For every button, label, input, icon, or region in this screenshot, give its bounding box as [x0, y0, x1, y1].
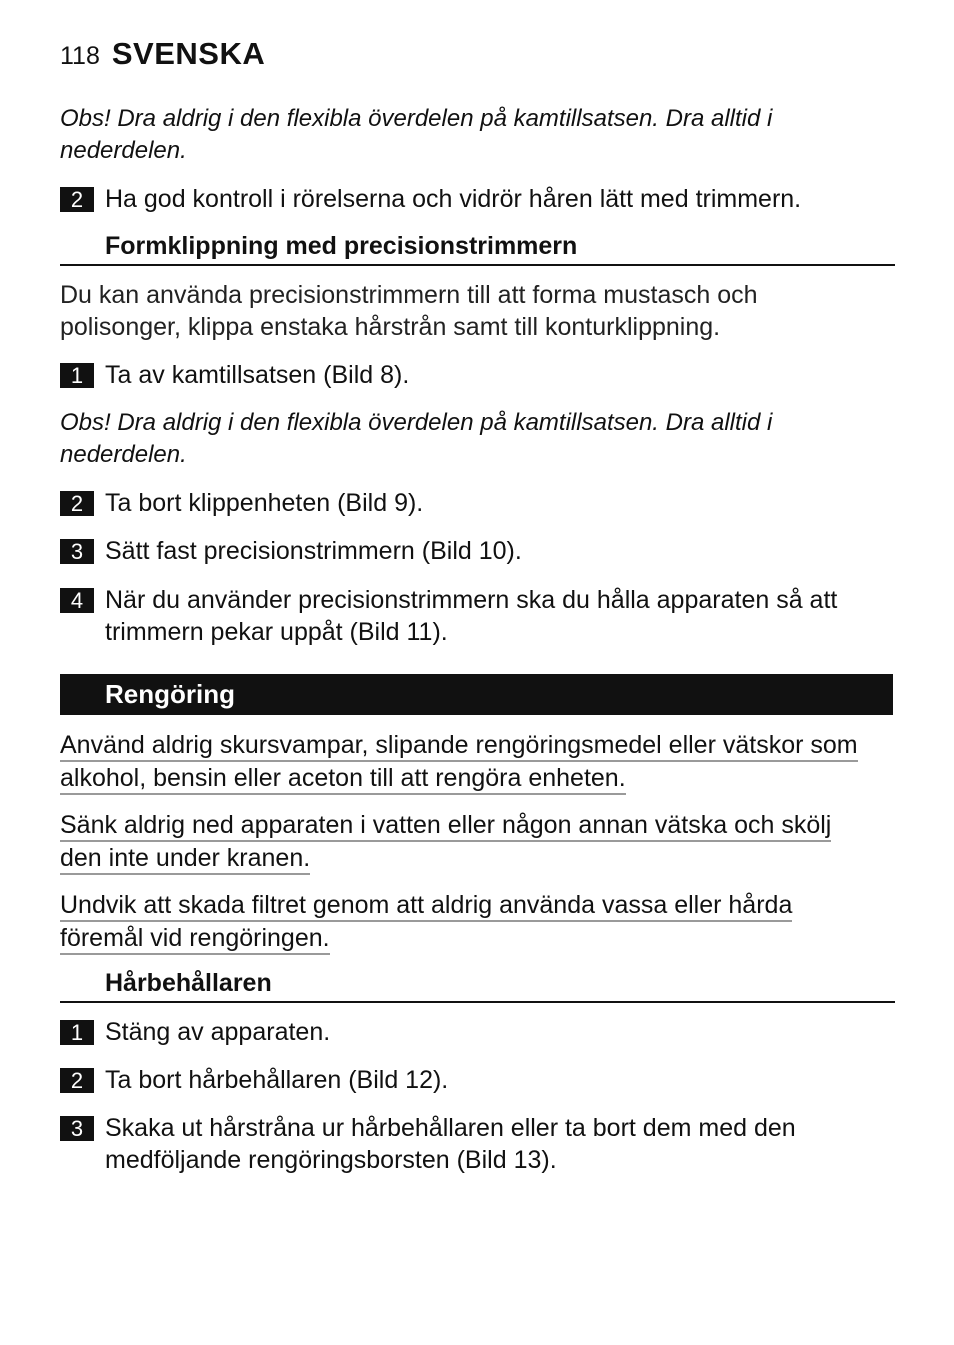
warning-line: Sänk aldrig ned apparaten i vatten eller någon annan vätska och skölj	[60, 810, 831, 842]
warning-paragraph	[60, 889, 900, 955]
step-number-badge: 2	[60, 187, 94, 212]
warning-line: alkohol, bensin eller aceton till att rengöra enheten.	[60, 763, 626, 795]
step-text	[105, 1112, 900, 1176]
note-line: nederdelen.	[60, 137, 187, 164]
warning-paragraph	[60, 809, 900, 875]
step-item	[60, 183, 900, 215]
step-item	[60, 1016, 900, 1048]
step-number-badge: 4	[60, 588, 94, 613]
step-text: Ta bort hårbehållaren (Bild 12).	[105, 1066, 449, 1094]
warning-line: den inte under kranen.	[60, 843, 310, 875]
step-item	[60, 584, 900, 648]
page-language-title: SVENSKA	[111, 36, 266, 71]
warning-line: föremål vid rengöringen.	[60, 923, 330, 955]
intro-line: polisonger, klippa enstaka hårstrån samt till konturklippning.	[60, 313, 721, 341]
step-text: Stäng av apparaten.	[105, 1018, 331, 1046]
step-text	[105, 584, 900, 648]
intro-paragraph	[60, 279, 860, 343]
note-top	[60, 103, 860, 167]
step-item	[60, 1064, 900, 1096]
step-text-line: När du använder precisionstrimmern ska du hålla apparaten så att	[105, 586, 838, 614]
page-header	[60, 36, 265, 72]
step-number-badge: 3	[60, 1116, 94, 1141]
step-item	[60, 487, 900, 519]
warning-line: Undvik att skada filtret genom att aldrig använda vassa eller hårda	[60, 890, 792, 922]
note-line: Obs! Dra aldrig i den flexibla överdelen på kamtillsatsen. Dra alltid i	[60, 105, 773, 132]
section-title-cleaning: Rengöring	[60, 674, 893, 715]
step-text: Sätt fast precisionstrimmern (Bild 10).	[105, 537, 522, 565]
step-number-badge: 1	[60, 1020, 94, 1045]
note-line: Obs! Dra aldrig i den flexibla överdelen på kamtillsatsen. Dra alltid i	[60, 409, 773, 436]
step-text-line: medföljande rengöringsborsten (Bild 13).	[105, 1146, 557, 1174]
step-number-badge: 1	[60, 363, 94, 388]
intro-line: Du kan använda precisionstrimmern till att forma mustasch och	[60, 281, 758, 309]
page-number: 118	[60, 42, 100, 70]
step-text: Ha god kontroll i rörelserna och vidrör håren lätt med trimmern.	[105, 185, 802, 213]
step-text: Ta bort klippenheten (Bild 9).	[105, 489, 424, 517]
subheading-precision: Formklippning med precisionstrimmern	[60, 229, 895, 266]
step-number-badge: 2	[60, 491, 94, 516]
step-item	[60, 535, 900, 567]
step-number-badge: 3	[60, 539, 94, 564]
warning-line: Använd aldrig skursvampar, slipande rengöringsmedel eller vätskor som	[60, 730, 858, 762]
note-line: nederdelen.	[60, 441, 187, 468]
step-text: Ta av kamtillsatsen (Bild 8).	[105, 361, 410, 389]
subheading-hair-holder: Hårbehållaren	[60, 966, 895, 1003]
step-text-line: trimmern pekar uppåt (Bild 11).	[105, 618, 448, 646]
note-precision	[60, 407, 860, 471]
step-item	[60, 359, 900, 391]
step-number-badge: 2	[60, 1068, 94, 1093]
step-text-line: Skaka ut hårstråna ur hårbehållaren eller ta bort dem med den	[105, 1114, 796, 1142]
warning-paragraph	[60, 729, 900, 795]
step-item	[60, 1112, 900, 1176]
